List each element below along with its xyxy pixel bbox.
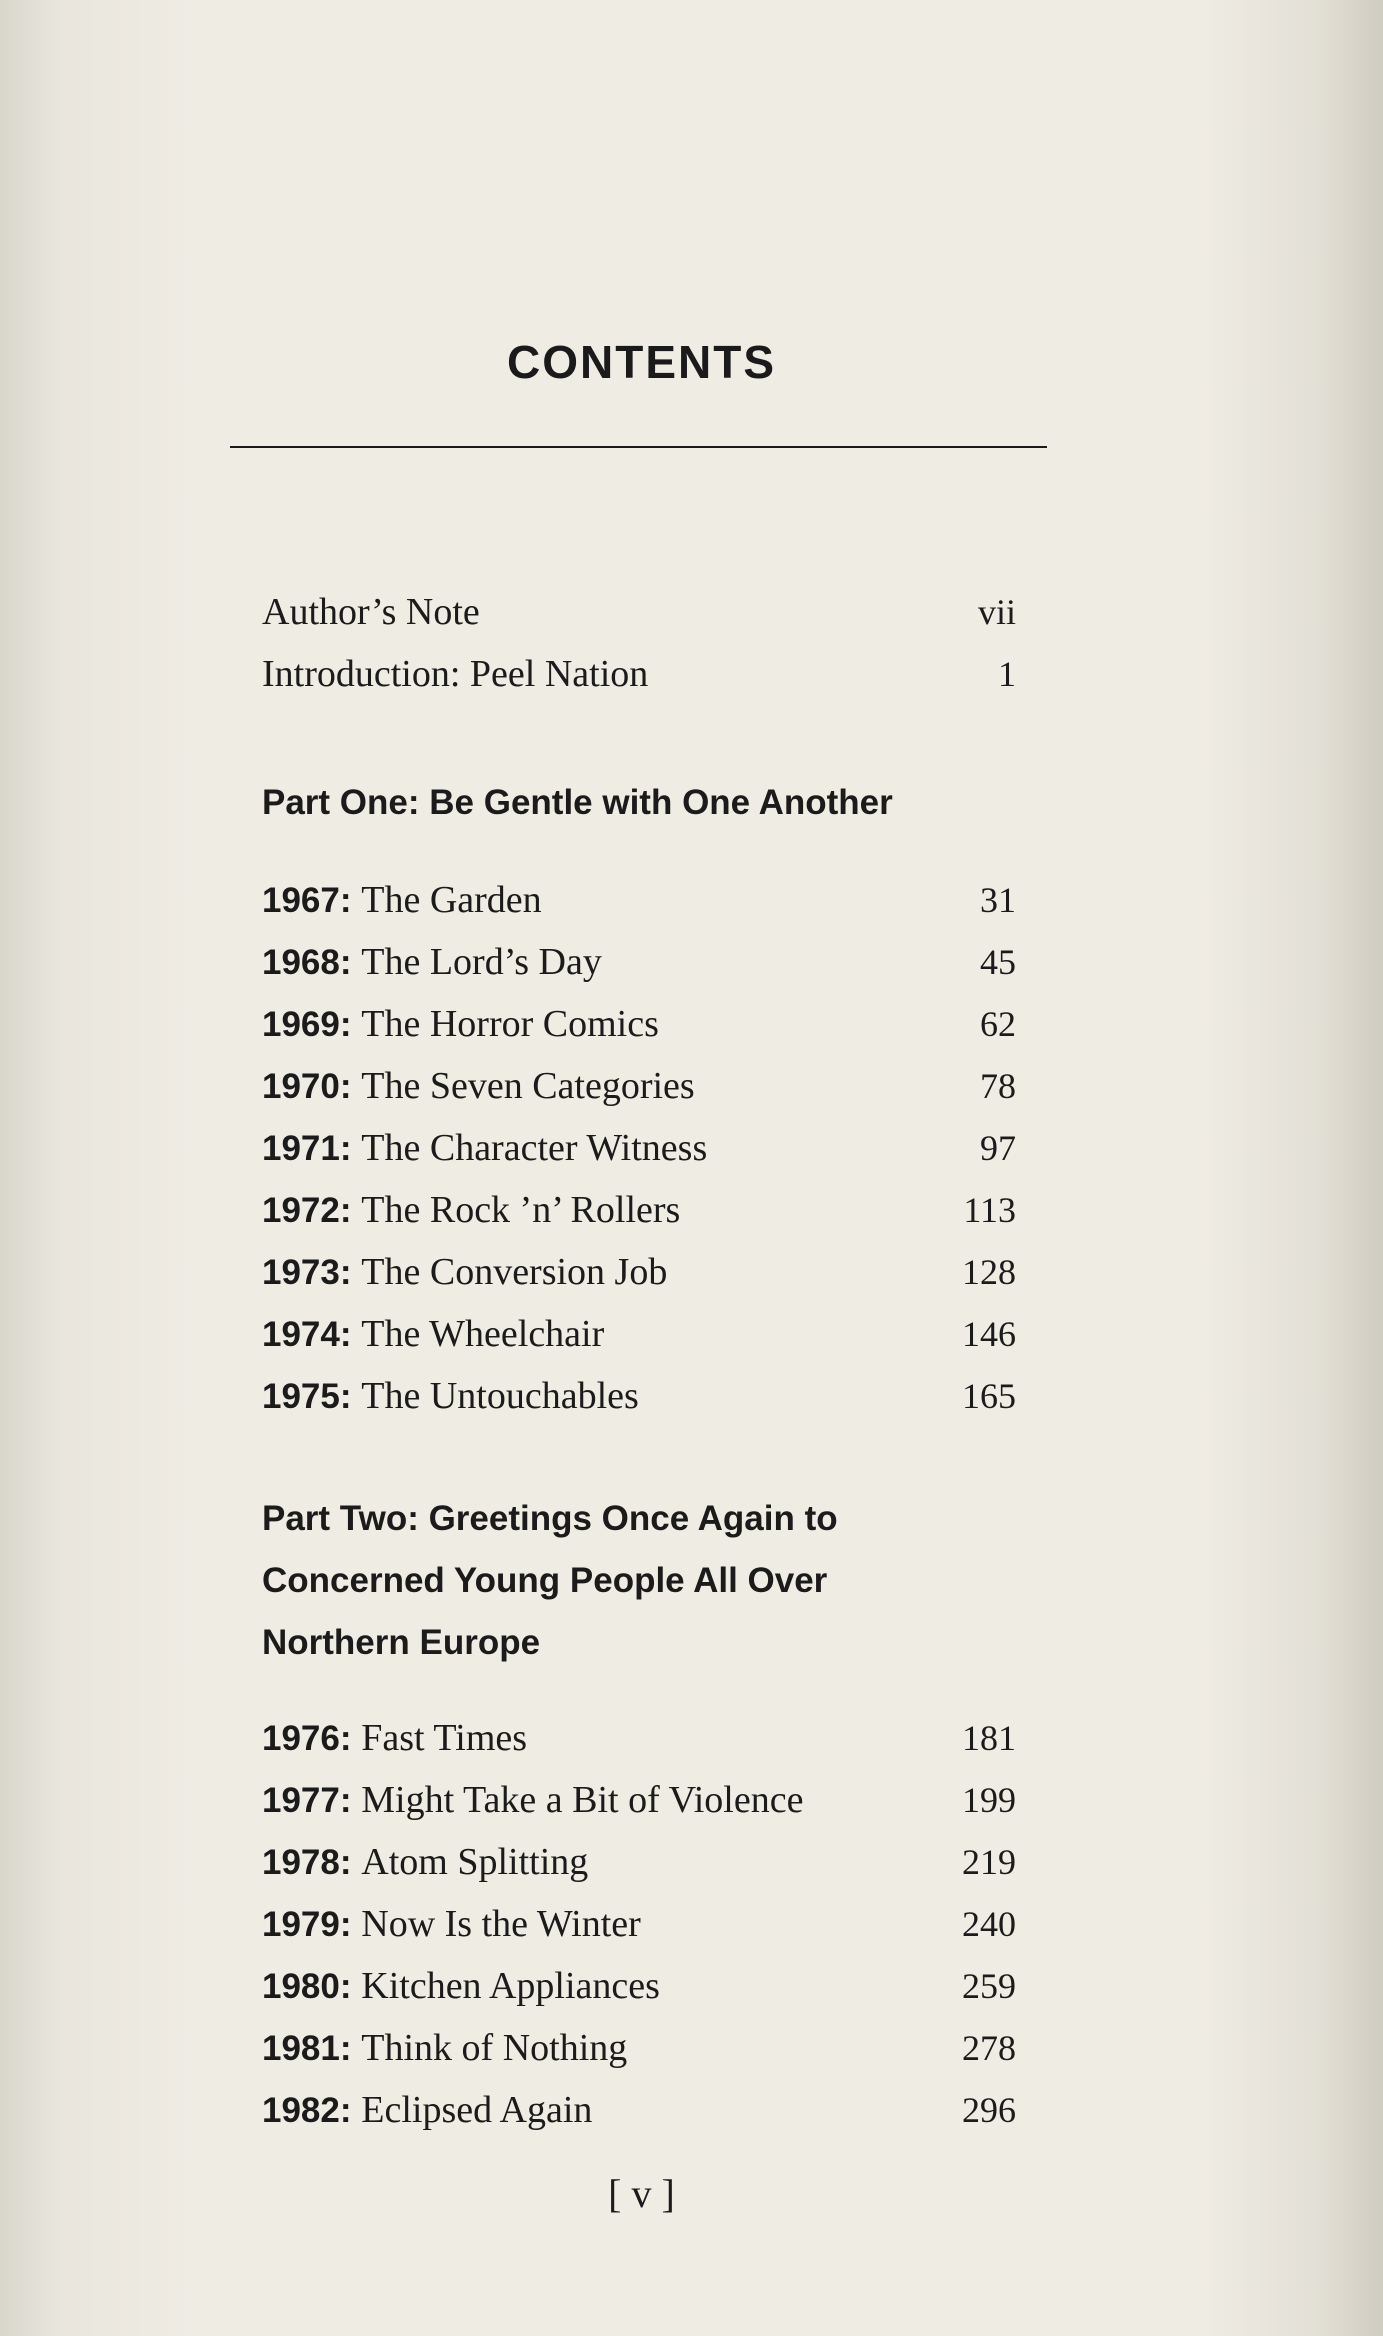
entry-page: 1 bbox=[998, 654, 1016, 694]
entry-title: The Conversion Job bbox=[361, 1251, 668, 1293]
toc-entry[interactable]: 1971: The Character Witness 97 bbox=[262, 1127, 1016, 1169]
entry-title: The Wheelchair bbox=[361, 1313, 605, 1355]
entry-title: The Lord’s Day bbox=[361, 941, 602, 983]
entry-year: 1976 bbox=[262, 1719, 340, 1758]
entry-title: The Character Witness bbox=[361, 1127, 708, 1169]
entry-year: 1972 bbox=[262, 1191, 340, 1230]
entry-year: 1967 bbox=[262, 881, 340, 920]
entry-title: The Garden bbox=[361, 879, 542, 921]
toc-entry[interactable]: 1967: The Garden 31 bbox=[262, 879, 1016, 921]
entry-page: 240 bbox=[962, 1904, 1016, 1944]
toc-entry[interactable]: 1974: The Wheelchair 146 bbox=[262, 1313, 1016, 1355]
entry-title: The Seven Categories bbox=[361, 1065, 695, 1107]
entry-page: 278 bbox=[962, 2028, 1016, 2068]
entry-page: 97 bbox=[980, 1128, 1016, 1168]
entry-title: Might Take a Bit of Violence bbox=[361, 1779, 804, 1821]
entry-page: 146 bbox=[962, 1314, 1016, 1354]
page-number: [ v ] bbox=[608, 2171, 675, 2216]
part-two-heading-line: Concerned Young People All Over bbox=[262, 1561, 828, 1600]
entry-year: 1982 bbox=[262, 2091, 340, 2130]
part-two-heading-line: Northern Europe bbox=[262, 1623, 541, 1662]
entry-page: 31 bbox=[980, 880, 1016, 920]
title-rule bbox=[230, 446, 1047, 448]
entry-title: The Rock ’n’ Rollers bbox=[361, 1189, 681, 1231]
entry-year: 1968 bbox=[262, 943, 340, 982]
toc-entry[interactable]: 1981: Think of Nothing 278 bbox=[262, 2027, 1016, 2069]
entry-page: 296 bbox=[962, 2090, 1016, 2130]
toc-entry[interactable]: 1968: The Lord’s Day 45 bbox=[262, 941, 1016, 983]
toc-entry[interactable]: 1980: Kitchen Appliances 259 bbox=[262, 1965, 1016, 2007]
toc-entry[interactable]: 1975: The Untouchables 165 bbox=[262, 1375, 1016, 1417]
toc-entry-authors-note[interactable] bbox=[262, 590, 1016, 650]
entry-title: Fast Times bbox=[361, 1717, 528, 1759]
entry-year: 1980 bbox=[262, 1967, 340, 2006]
entry-page: 199 bbox=[962, 1780, 1016, 1820]
entry-year: 1971 bbox=[262, 1129, 340, 1168]
entry-page: 78 bbox=[980, 1066, 1016, 1106]
page-title: CONTENTS bbox=[507, 336, 776, 388]
toc-entry[interactable]: 1977: Might Take a Bit of Violence 199 bbox=[262, 1779, 1016, 1821]
entry-year: 1975 bbox=[262, 1377, 340, 1416]
entry-page: 165 bbox=[962, 1376, 1016, 1416]
entry-year: 1979 bbox=[262, 1905, 340, 1944]
part-one-heading: Part One: Be Gentle with One Another bbox=[262, 783, 893, 822]
toc-entry[interactable]: 1973: The Conversion Job 128 bbox=[262, 1251, 1016, 1293]
toc-entry[interactable]: 1978: Atom Splitting 219 bbox=[262, 1841, 1016, 1883]
entry-page: vii bbox=[977, 592, 1016, 632]
entry-year: 1970 bbox=[262, 1067, 340, 1106]
entry-year: 1981 bbox=[262, 2029, 340, 2068]
entry-page: 259 bbox=[962, 1966, 1016, 2006]
entry-year: 1977 bbox=[262, 1781, 340, 1820]
entry-title: Author’s Note bbox=[262, 591, 480, 633]
entry-page: 128 bbox=[962, 1252, 1016, 1292]
entry-title: Atom Splitting bbox=[361, 1841, 589, 1883]
entry-year: 1974 bbox=[262, 1315, 340, 1354]
entry-title: Introduction: Peel Nation bbox=[262, 653, 649, 695]
entry-page: 181 bbox=[962, 1718, 1016, 1758]
entry-title: The Untouchables bbox=[361, 1375, 639, 1417]
entry-title: Eclipsed Again bbox=[361, 2089, 593, 2131]
toc-entry[interactable]: 1972: The Rock ’n’ Rollers 113 bbox=[262, 1189, 1016, 1231]
toc-entry[interactable]: 1979: Now Is the Winter 240 bbox=[262, 1903, 1016, 1945]
toc-entry[interactable]: 1982: Eclipsed Again 296 bbox=[262, 2089, 1016, 2131]
toc-entry[interactable]: 1970: The Seven Categories 78 bbox=[262, 1065, 1016, 1107]
toc-entry-introduction[interactable] bbox=[262, 652, 1016, 712]
part-two-heading-line: Part Two: Greetings Once Again to bbox=[262, 1499, 838, 1538]
entry-title: The Horror Comics bbox=[361, 1003, 659, 1045]
entry-year: 1973 bbox=[262, 1253, 340, 1292]
entry-page: 45 bbox=[980, 942, 1016, 982]
entry-title: Kitchen Appliances bbox=[361, 1965, 660, 2007]
toc-entry[interactable]: 1976: Fast Times 181 bbox=[262, 1717, 1016, 1759]
entry-year: 1969 bbox=[262, 1005, 340, 1044]
entry-page: 113 bbox=[963, 1190, 1016, 1230]
entry-year: 1978 bbox=[262, 1843, 340, 1882]
toc-entry[interactable]: 1969: The Horror Comics 62 bbox=[262, 1003, 1016, 1045]
entry-page: 219 bbox=[962, 1842, 1016, 1882]
part-two-heading bbox=[262, 1488, 1016, 1674]
entry-title: Now Is the Winter bbox=[361, 1903, 641, 1945]
entry-title: Think of Nothing bbox=[361, 2027, 628, 2069]
entry-page: 62 bbox=[980, 1004, 1016, 1044]
